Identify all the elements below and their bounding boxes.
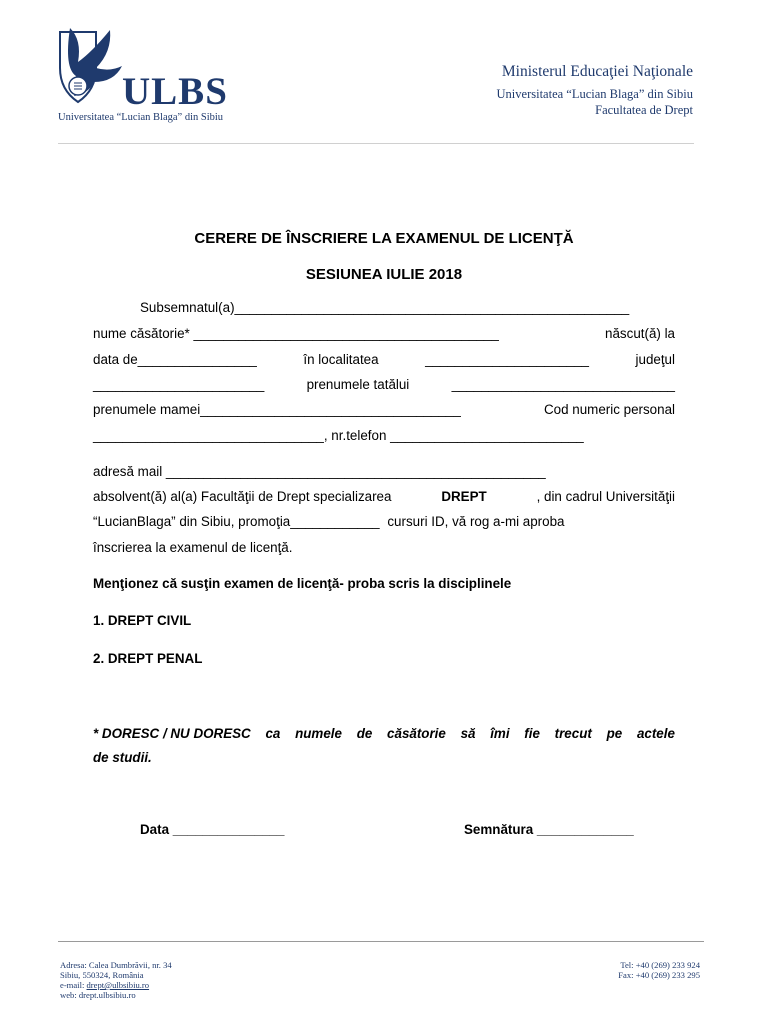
father-name-field: ______________________________ [451, 377, 675, 392]
footer-divider [58, 941, 704, 942]
note-word: să [460, 726, 476, 741]
married-name-field: nume căsătorie* _________________________________________ [93, 326, 499, 341]
locality-label: în localitatea [303, 352, 379, 367]
approval-text: , vă rog a-mi aproba [444, 514, 565, 529]
county-label: judeţul [635, 352, 675, 367]
note-word: trecut [554, 726, 592, 741]
header-institution-block [497, 62, 693, 118]
note-word: fie [524, 726, 540, 741]
row-birth-date [93, 351, 675, 368]
fax-line: Fax: +40 (269) 233 295 [618, 970, 700, 980]
father-name-label: prenumele tatălui [306, 377, 410, 392]
form-title: CERERE DE ÎNSCRIERE LA EXAMENUL DE LICENŢĂ [194, 230, 574, 247]
discipline-2: 2. DREPT PENAL [93, 651, 203, 666]
university-frame-text: , din cadrul Universităţii [536, 489, 675, 504]
graduate-text: absolvent(ă) al(a) Facultăţii de Drept specializarea [93, 489, 392, 504]
faculty-name: Facultatea de Drept [595, 103, 693, 117]
address-line-2: Sibiu, 550324, România [60, 970, 144, 980]
row-cnp-phone: _______________________________, nr.telefon __________________________ [93, 428, 584, 443]
note-word: de [356, 726, 373, 741]
note-word: îmi [490, 726, 510, 741]
footer-contact [618, 960, 700, 980]
university-crest-logo [52, 22, 126, 108]
logo-university-name: Universitatea “Lucian Blaga” din Sibiu [58, 112, 224, 123]
promotion-text: “LucianBlaga” din Sibiu, promoţia____________ [93, 514, 380, 529]
ministry-name: Ministerul Educaţiei Naţionale [501, 63, 693, 80]
row-promotion [93, 513, 565, 530]
web-line[interactable]: web: drept.ulbsibiu.ro [60, 990, 136, 1000]
row-father-name [93, 376, 675, 393]
session-title: SESIUNEA IULIE 2018 [305, 266, 463, 283]
note-word: actele [636, 726, 675, 741]
married-name-note-line2: de studii. [93, 750, 152, 765]
row-married-name [93, 325, 675, 342]
born-label: născut(ă) la [605, 326, 675, 341]
signature-field: Semnătura _____________ [464, 822, 634, 837]
date-field: Data _______________ [140, 822, 285, 837]
specialization-value: DREPT [441, 489, 487, 504]
row-subsemnatul: Subsemnatul(a)_____________________________________________________ [140, 300, 630, 315]
married-name-note-line1 [93, 725, 675, 742]
locality-field: ______________________ [425, 352, 589, 367]
note-word: ca [265, 726, 281, 741]
mother-name-field: prenumele mamei___________________________________ [93, 402, 461, 417]
university-name: Universitatea “Lucian Blaga” din Sibiu [496, 87, 693, 101]
logo-wordmark: ULBS [122, 70, 228, 113]
phone-line: Tel: +40 (269) 233 924 [620, 960, 700, 970]
address-line-1: Adresa: Calea Dumbrăvii, nr. 34 [60, 960, 172, 970]
note-word: * DORESC / NU DORESC [93, 726, 251, 741]
row-email: adresă mail ___________________________________________________ [93, 464, 546, 479]
row-mother-name [93, 401, 675, 418]
county-field: _______________________ [93, 377, 265, 392]
course-type: cursuri ID [387, 514, 445, 529]
email-link[interactable]: drept@ulbsibiu.ro [86, 980, 150, 990]
cnp-label: Cod numeric personal [544, 402, 675, 417]
birth-date-field: data de________________ [93, 352, 257, 367]
discipline-1: 1. DREPT CIVIL [93, 613, 192, 628]
note-word: numele [295, 726, 342, 741]
footer-address [60, 960, 172, 1000]
row-graduate [93, 488, 675, 505]
note-word: căsătorie [387, 726, 446, 741]
note-word: pe [606, 726, 623, 741]
header-divider [58, 143, 694, 144]
email-line [60, 980, 172, 990]
email-label: e-mail: [60, 980, 87, 990]
row-enrollment: înscrierea la examenul de licenţă. [93, 540, 293, 555]
mention-text: Menţionez că susţin examen de licenţă- proba scris la disciplinele [93, 576, 512, 591]
